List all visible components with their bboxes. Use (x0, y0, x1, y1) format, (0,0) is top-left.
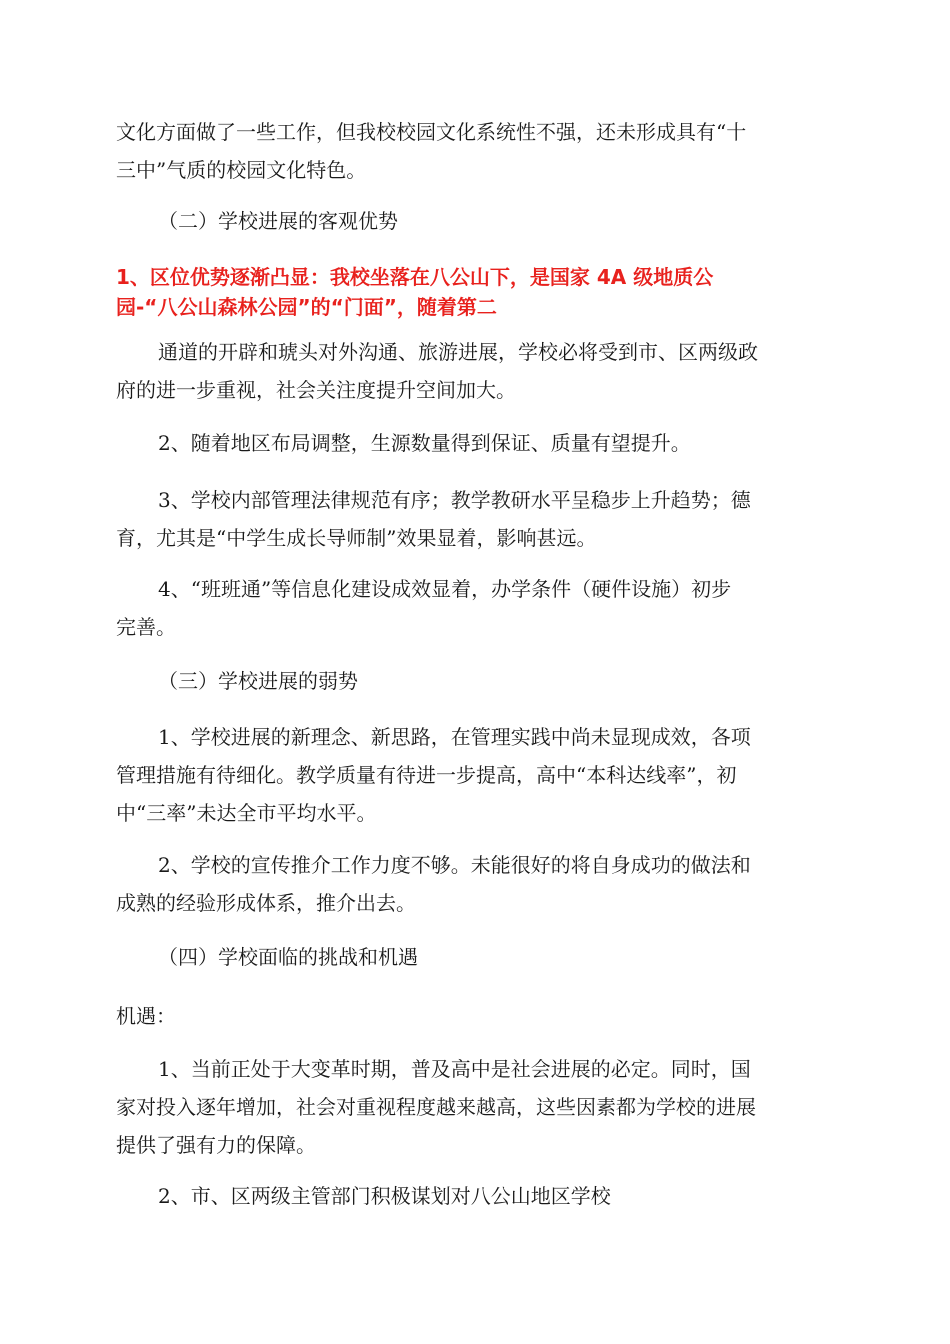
paragraph-weakness-1 (116, 718, 836, 832)
text-line: 管理措施有待细化。教学质量有待进一步提高，高中“本科达线率”，初 (116, 763, 737, 787)
text-line: 提供了强有力的保障。 (116, 1133, 316, 1157)
text-line: 育，尤其是“中学生成长导师制”效果显着，影响甚远。 (116, 526, 597, 550)
text-line: 完善。 (116, 615, 176, 639)
text-line: 家对投入逐年增加，社会对重视程度越来越高，这些因素都为学校的进展 (116, 1095, 756, 1119)
paragraph-item-4 (116, 570, 836, 646)
text-line: 3、学校内部管理法律规范有序；教学教研水平呈稳步上升趋势；德 (158, 488, 751, 512)
text-line: 成熟的经验形成体系，推介出去。 (116, 891, 416, 915)
paragraph-weakness-2 (116, 846, 836, 922)
paragraph-culture (116, 113, 836, 189)
text-line: 文化方面做了一些工作，但我校校园文化系统性不强，还未形成具有“十 (116, 120, 747, 144)
text-line: 1、区位优势逐渐凸显：我校坐落在八公山下，是国家 4A 级地质公 (116, 265, 714, 289)
text-line: 1、学校进展的新理念、新思路，在管理实践中尚未显现成效，各项 (158, 725, 751, 749)
text-line: 园-“八公山森林公园”的“门面”，随着第二 (116, 295, 497, 319)
text-line: 2、学校的宣传推介工作力度不够。未能很好的将自身成功的做法和 (158, 853, 751, 877)
text-line: 府的进一步重视，社会关注度提升空间加大。 (116, 378, 516, 402)
paragraph-opportunity-label: 机遇： (116, 1004, 176, 1028)
paragraph-item-3 (116, 481, 836, 557)
section-heading-3: （三）学校进展的弱势 (158, 669, 358, 693)
text-line: 三中”气质的校园文化特色。 (116, 158, 367, 182)
text-line: 中“三率”未达全市平均水平。 (116, 801, 377, 825)
section-heading-4: （四）学校面临的挑战和机遇 (158, 945, 418, 969)
paragraph-channel (116, 333, 836, 409)
text-line: 4、“班班通”等信息化建设成效显着，办学条件（硬件设施）初步 (158, 577, 732, 601)
highlighted-paragraph (116, 262, 836, 322)
paragraph-opportunity-2: 2、市、区两级主管部门积极谋划对八公山地区学校 (158, 1184, 611, 1208)
section-heading-2: （二）学校进展的客观优势 (158, 209, 398, 233)
paragraph-item-2: 2、随着地区布局调整，生源数量得到保证、质量有望提升。 (158, 431, 691, 455)
paragraph-opportunity-1 (116, 1050, 836, 1164)
text-line: 通道的开辟和琥头对外沟通、旅游进展，学校必将受到市、区两级政 (158, 340, 758, 364)
text-line: 1、当前正处于大变革时期，普及高中是社会进展的必定。同时，国 (158, 1057, 751, 1081)
